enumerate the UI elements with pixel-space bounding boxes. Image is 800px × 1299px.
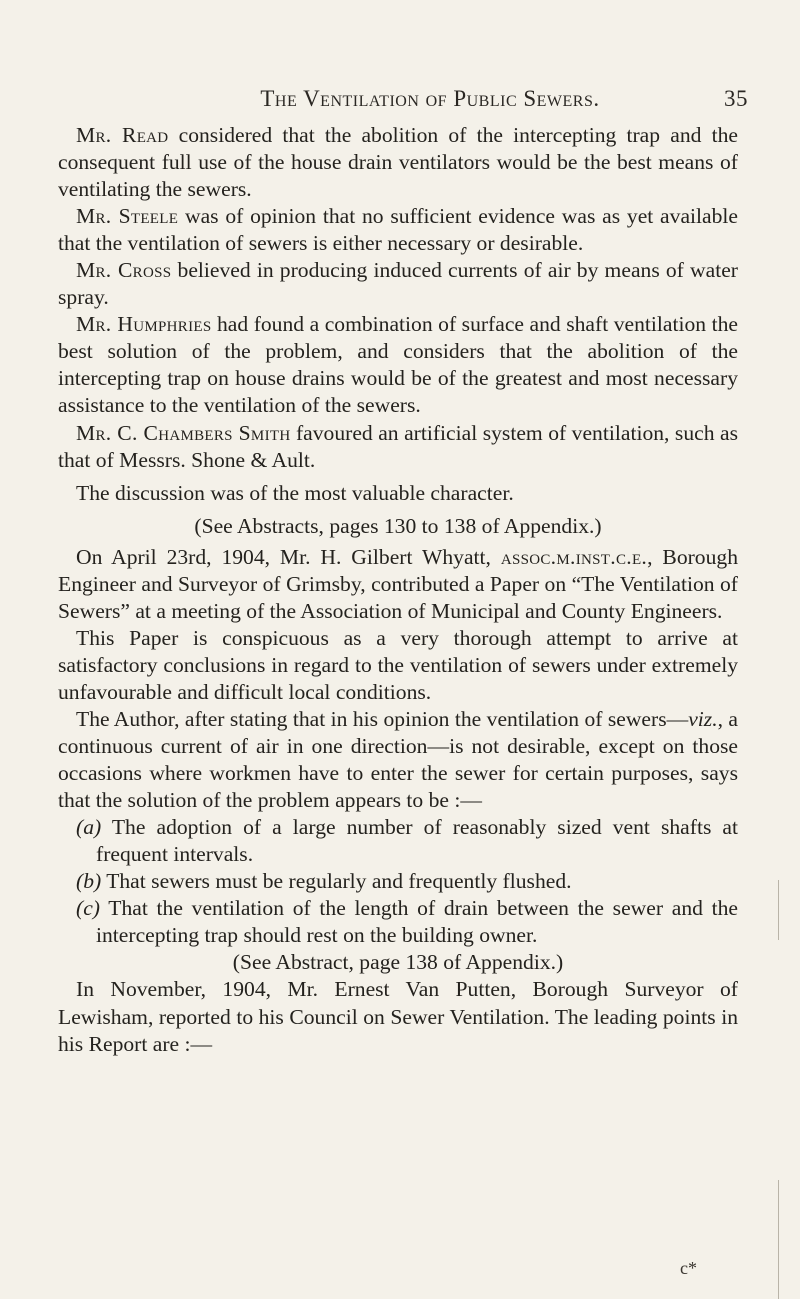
- item-label: (b): [76, 869, 102, 894]
- paragraph-humphries: [58, 311, 738, 419]
- running-header: [120, 86, 748, 112]
- item-text: That sewers must be regularly and frequently flushed.: [101, 869, 572, 894]
- margin-line: [778, 880, 779, 940]
- paragraph-steele: [58, 203, 738, 257]
- viz-abbreviation: viz.: [688, 706, 718, 731]
- list-item: [58, 868, 738, 895]
- paragraph-text: considered that the abolition of the intercepting trap and the consequent full use of the house drain ventilators would be the best means of ventilating the sewers.: [58, 123, 738, 202]
- list-item: [58, 895, 738, 949]
- paragraph-november: In November, 1904, Mr. Ernest Van Putten, Borough Surveyor of Lewisham, reported to his Council on Sewer Ventilation. The leading points in his Report are :—: [58, 977, 738, 1056]
- paragraph-text: was of opinion that no sufficient evidence was as yet available that the ventilation of sewers is either necessary or desirable.: [58, 204, 738, 256]
- paragraph-text: believed in producing induced currents of air by means of water spray.: [58, 258, 738, 310]
- signature-mark: c*: [680, 1258, 697, 1278]
- speaker-name: Mr. C. Chambers Smith: [76, 420, 291, 445]
- margin-line: [778, 1180, 779, 1299]
- whyatt-text-after: , Borough Engineer and Surveyor of Grimsby, contributed a Paper on “The Ventilation of Sewers” at a meeting of the Association of Municipal and County Engineers.: [58, 544, 738, 623]
- speaker-name: Mr. Read: [76, 123, 169, 147]
- paragraph-text: had found a combination of surface and shaft ventilation the best solution of the problem, and considers that the abolition of the intercepting trap on house drains would be of the greatest and most necessary assistance to the ventilation of the sewers.: [58, 312, 738, 418]
- author-text-after: , a continuous current of air in one direction—is not desirable, except on those occasions where workmen have to enter the sewer for certain purposes, says that the solution of the problem appears to be :—: [58, 706, 738, 813]
- paragraph-conspicuous: This Paper is conspicuous as a very thorough attempt to arrive at satisfactory conclusions in regard to the ventilation of sewers under extremely unfavourable and difficult local conditions.: [58, 625, 738, 704]
- speaker-name: Mr. Steele: [76, 204, 179, 229]
- page-number: 35: [724, 86, 748, 111]
- running-title: The Ventilation of Public Sewers.: [260, 86, 600, 111]
- list-item: [58, 814, 738, 868]
- paragraph-cross: [58, 257, 738, 311]
- page-body: [58, 122, 738, 1058]
- speaker-name: Mr. Cross: [76, 258, 172, 283]
- paragraph-chambers-smith: [58, 420, 738, 474]
- author-text-before: The Author, after stating that in his opinion the ventilation of sewers—: [76, 706, 689, 731]
- paragraph-text: favoured an artificial system of ventilation, such as that of Messrs. Shone & Ault.: [58, 420, 738, 472]
- paragraph-discussion: The discussion was of the most valuable character.: [76, 480, 514, 505]
- reference-abstract: (See Abstract, page 138 of Appendix.): [232, 950, 564, 975]
- paragraph-author: [58, 706, 738, 814]
- paragraph-read: [58, 122, 738, 203]
- item-text: That the ventilation of the length of drain between the sewer and the intercepting trap should rest on the building owner.: [96, 896, 738, 948]
- reference-abstracts: (See Abstracts, pages 130 to 138 of Appendix.): [194, 513, 602, 538]
- paragraph-whyatt: [58, 544, 738, 625]
- qualification: assoc.m.inst.c.e.: [500, 544, 648, 569]
- item-label: (a): [76, 815, 102, 840]
- whyatt-text-before: On April 23rd, 1904, Mr. H. Gilbert Whyatt,: [76, 544, 501, 569]
- item-text: The adoption of a large number of reasonably sized vent shafts at frequent intervals.: [96, 815, 738, 867]
- item-label: (c): [76, 896, 100, 921]
- speaker-name: Mr. Humphries: [76, 312, 212, 337]
